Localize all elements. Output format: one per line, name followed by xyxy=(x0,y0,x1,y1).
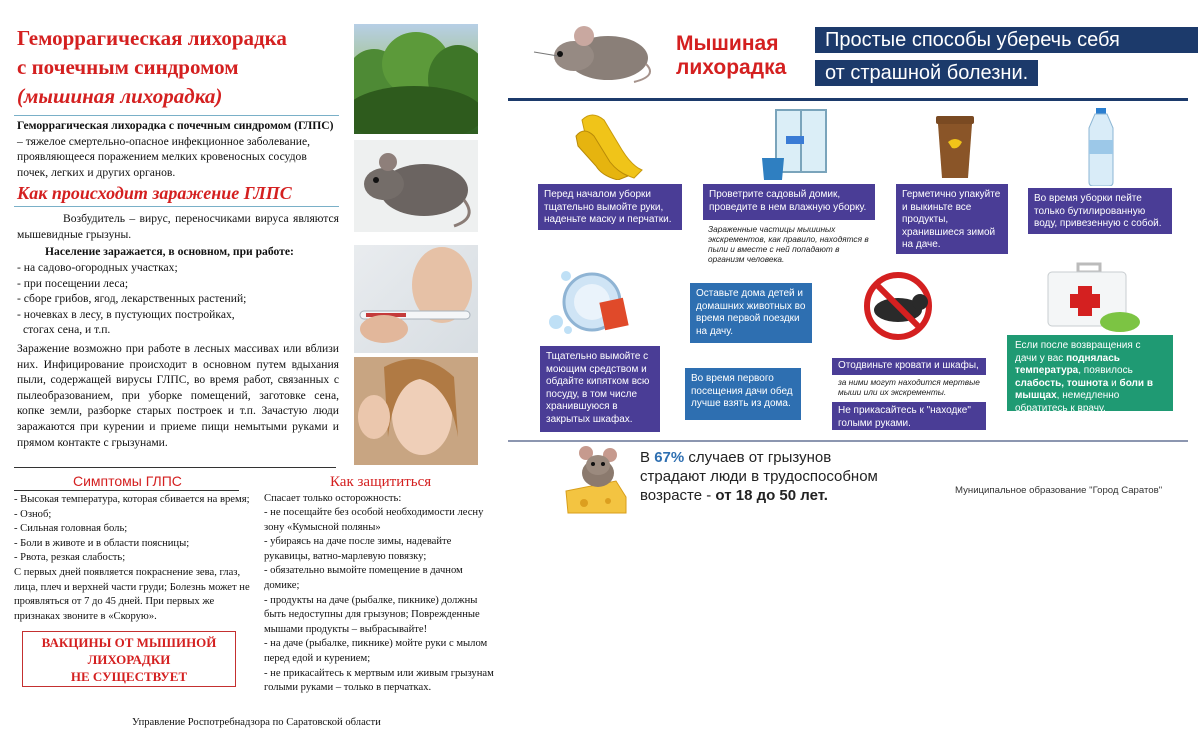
tip-no-touch: Не прикасайтесь к "находке" голыми руками. xyxy=(832,402,986,430)
tip-trash: Герметично упакуйте и выкиньте все продукты, хранившиеся зимой на даче. xyxy=(896,184,1008,254)
tip-gloves: Перед началом уборки тщательно вымойте руки, наденьте маску и перчатки. xyxy=(538,184,682,230)
no-rodents-icon xyxy=(854,272,942,340)
population-heading: Население заражается, в основном, при работе: xyxy=(45,245,294,258)
tip-move-beds-note: за ними могут находится мертвые мыши или их экскременты. xyxy=(838,377,980,397)
stat-line-1 xyxy=(640,448,878,467)
tip-bring-lunch: Во время первого посещения дачи обед лучше взять из дома. xyxy=(691,373,793,410)
tip-fever xyxy=(1007,335,1173,414)
stat-line-2: страдают люди в трудоспособном xyxy=(640,468,878,485)
protect-heading: Как защититься xyxy=(330,474,432,490)
list-item: стогах сена, и т.п. xyxy=(23,323,111,337)
infection-paragraph: Заражение возможно при работе в лесных массивах или вблизи них. Инфицирование происходит в основном путем вдыхания пыли, содержащей вирусы ГЛПС, во время работ, связанных с пылеобразованием, при уборке помещений, заготовке сена, копке земли, разборке старых построек и т.п. Зачастую люди заражаются при курении и приеме пищи немытыми руками и прямом контакте с грызунами. xyxy=(17,342,339,449)
agent-paragraph: Возбудитель – вирус, переносчиками вируса являются мышевидные грызуны. xyxy=(17,212,339,241)
divider xyxy=(14,490,239,491)
tip-leave-kids-box xyxy=(690,283,812,343)
intro-term: Геморрагическая лихорадка с почечным синдромом (ГЛПС) xyxy=(17,119,334,132)
stat-line-3 xyxy=(640,486,878,505)
symptoms-heading: Симптомы ГЛПС xyxy=(73,473,182,489)
vaccine-line-2: ЛИХОРАДКИ xyxy=(87,652,171,667)
mouse-on-cheese-icon xyxy=(564,445,628,515)
infection-heading: Как происходит заражение ГЛПС xyxy=(17,183,292,203)
list-item: - Озноб; xyxy=(14,508,52,520)
tip-fever-bold: слабость, тошнота xyxy=(1015,377,1109,389)
title-line-3: (мышиная лихорадка) xyxy=(17,84,223,108)
list-item: - обязательно вымойте помещение в дачном домике; xyxy=(264,565,463,591)
stat-age-range: от 18 до 50 лет. xyxy=(715,487,828,504)
footer-divider xyxy=(508,440,1188,442)
logo-line-1: Мышиная xyxy=(676,32,779,55)
forest-photo xyxy=(354,24,478,134)
tip-fever-bold: боли в мышцах xyxy=(1015,377,1153,402)
title-line-1: Геморрагическая лихорадка xyxy=(17,26,287,50)
banner-line-2: от страшной болезни. xyxy=(815,60,1038,86)
headache-photo xyxy=(354,357,478,465)
stat-age-pre: возрасте - xyxy=(640,487,716,504)
intro-paragraph xyxy=(17,118,337,180)
tip-water: Во время уборки пейте только бутилированную воду, привезенную с собой. xyxy=(1028,188,1172,234)
window-cleaning-icon xyxy=(758,108,830,182)
divider xyxy=(14,115,339,116)
logo-title xyxy=(676,32,786,80)
right-infographic-page xyxy=(500,0,1200,739)
protect-list xyxy=(264,506,496,696)
list-item: - на даче (рыбалке, пикнике) мойте руки с мылом перед едой и курением; xyxy=(264,638,488,664)
municipality-footer: Муниципальное образование "Город Саратов" xyxy=(955,485,1163,496)
title-line-2: с почечным синдромом xyxy=(17,55,239,79)
list-item: - Рвота, резкая слабость; xyxy=(14,552,126,564)
tip-ventilate-note: Зараженные частицы мышиных экскрементов, как правило, находятся в пыли и вместе с ней попадают в организм человека. xyxy=(708,224,869,264)
first-aid-kit-icon xyxy=(1044,262,1140,334)
stat-pre: В xyxy=(640,449,655,466)
header-divider xyxy=(508,98,1188,101)
mouse-icon xyxy=(530,16,660,86)
protect-intro: Спасает только осторожность: xyxy=(264,493,402,504)
tip-fever-bold: поднялась температура xyxy=(1015,352,1120,377)
list-item: - убираясь на даче после зимы, надевайте рукавицы, ватно-марлевую повязку; xyxy=(264,536,452,562)
thermometer-photo xyxy=(354,245,478,353)
vaccine-warning-box xyxy=(22,631,236,687)
banner-line-1: Простые способы уберечь себя xyxy=(815,27,1198,53)
tip-fever-text: , немедленно обратитесь к врачу. xyxy=(1015,390,1120,414)
trash-bin-icon xyxy=(932,108,978,180)
tip-fever-text: , появилось xyxy=(1078,365,1133,377)
statistic-text xyxy=(640,448,878,505)
stat-text-1: случаев от грызунов xyxy=(684,449,832,466)
dishes-icon xyxy=(546,266,636,338)
tip-bring-lunch-box xyxy=(685,368,801,420)
footer-org: Управление Роспотребнадзора по Саратовской области xyxy=(132,717,381,728)
divider xyxy=(14,206,339,207)
tip-wash-dishes: Тщательно вымойте с моющим средством и обдайте кипятком всю посуду, в том числе хранившуюся в закрытых шкафах. xyxy=(540,346,660,432)
list-item: - продукты на даче (рыбалке, пикнике) должны быть недоступны для грызунов; Поврежденные мышами продукты – выбрасывайте! xyxy=(264,594,480,635)
vaccine-line-1: ВАКЦИНЫ ОТ МЫШИНОЙ xyxy=(41,635,217,650)
list-item: - не прикасайтесь к мертвым или живым грызунам голыми руками – только в перчатках. xyxy=(264,667,494,694)
stat-percent: 67% xyxy=(654,449,685,466)
tip-leave-kids: Оставьте дома детей и домашних животных во время первой поездки на дачу. xyxy=(696,288,806,337)
vaccine-line-3: НЕ СУЩЕСТВУЕТ xyxy=(70,669,188,684)
work-list xyxy=(17,260,337,338)
tip-fever-text: и xyxy=(1108,377,1120,389)
list-item: - Сильная головная боль; xyxy=(14,523,128,535)
water-bottle-icon xyxy=(1086,108,1116,186)
intro-definition: – тяжелое смертельно-опасное инфекционное заболевание, проявляющееся поражением мелких кровеносных сосудов почек, легких и других органов. xyxy=(17,134,311,179)
list-item: - сборе грибов, ягод, лекарственных растений; xyxy=(17,292,247,306)
left-leaflet-page xyxy=(0,0,500,739)
tip-ventilate: Проветрите садовый домик, проведите в нем влажную уборку. xyxy=(703,184,875,220)
tip-fever-text: Если после возвращения с дачи у вас xyxy=(1015,340,1141,364)
list-item: - на садово-огородных участках; xyxy=(17,261,178,274)
divider xyxy=(14,467,336,468)
logo-line-2: лихорадка xyxy=(676,56,787,79)
list-item: - Высокая температура, которая сбивается на время; xyxy=(14,494,250,505)
list-item: - Боли в животе и в области поясницы; xyxy=(14,537,190,549)
mouse-photo xyxy=(354,140,478,232)
gloves-icon xyxy=(572,110,647,180)
list-item: - не посещайте без особой необходимости лесну зону «Кумысной поляны» xyxy=(264,507,484,533)
list-item: - при посещении леса; xyxy=(17,276,129,290)
symptoms-paragraph: С первых дней появляется покраснение зева, глаз, лица, плеч и верхней части груди; Болезнь может не проявляться от 7 до 45 дней. При первых же признаках звоните в «Скорую». xyxy=(14,567,250,622)
list-item: - ночевках в лесу, в пустующих постройках, xyxy=(17,307,235,321)
page-title xyxy=(17,24,347,111)
symptoms-list xyxy=(14,493,254,566)
tip-move-beds: Отодвиньте кровати и шкафы, xyxy=(832,358,986,375)
